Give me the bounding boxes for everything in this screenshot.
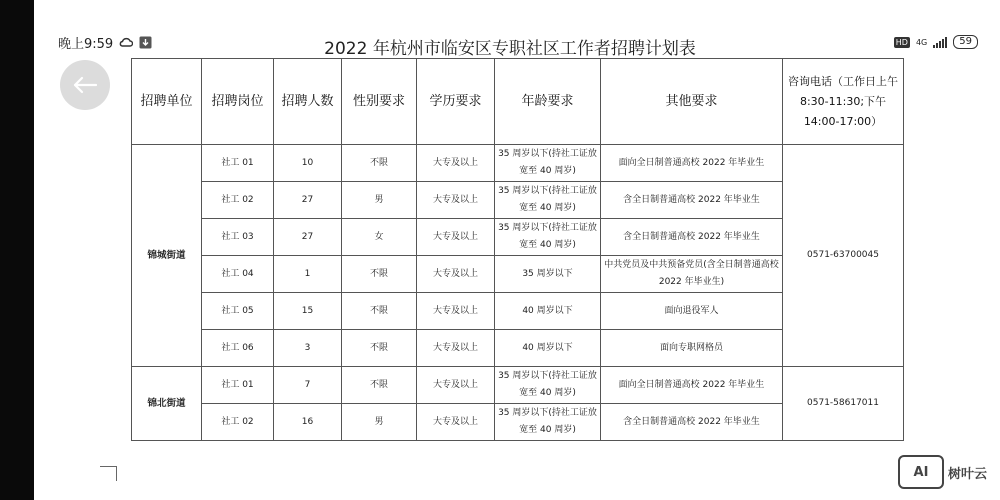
position-cell: 社工 01 <box>202 145 274 182</box>
watermark-text: 树叶云 <box>948 466 988 482</box>
watermark-logo-icon: AI <box>898 455 944 489</box>
status-time: 晚上9:59 <box>58 36 114 52</box>
age-cell: 35 周岁以下(持社工证放宽至 40 周岁) <box>495 145 601 182</box>
signal-icon <box>933 37 947 48</box>
left-edge-bar <box>0 0 34 500</box>
other-cell: 面向全日制普通高校 2022 年毕业生 <box>601 145 783 182</box>
age-cell: 35 周岁以下 <box>495 256 601 293</box>
table-row <box>132 367 904 404</box>
position-cell: 社工 06 <box>202 330 274 367</box>
gender-cell: 不限 <box>342 330 417 367</box>
education-cell: 大专及以上 <box>417 182 495 219</box>
battery-icon: 59 <box>953 35 978 49</box>
position-cell: 社工 01 <box>202 367 274 404</box>
education-cell: 大专及以上 <box>417 219 495 256</box>
document-title: 2022 年杭州市临安区专职社区工作者招聘计划表 <box>324 39 696 59</box>
status-right <box>894 35 978 49</box>
recruitment-table <box>131 58 904 441</box>
phone-cell: 0571-58617011 <box>783 367 904 441</box>
gender-cell: 女 <box>342 219 417 256</box>
arrow-left-icon <box>72 76 98 94</box>
count-cell: 1 <box>274 256 342 293</box>
other-cell: 中共党员及中共预备党员(含全日制普通高校 2022 年毕业生) <box>601 256 783 293</box>
header-gender: 性别要求 <box>342 59 417 145</box>
age-cell: 35 周岁以下(持社工证放宽至 40 周岁) <box>495 219 601 256</box>
education-cell: 大专及以上 <box>417 330 495 367</box>
age-cell: 40 周岁以下 <box>495 330 601 367</box>
gender-cell: 不限 <box>342 293 417 330</box>
header-position: 招聘岗位 <box>202 59 274 145</box>
position-cell: 社工 02 <box>202 404 274 441</box>
header-other: 其他要求 <box>601 59 783 145</box>
other-cell: 面向全日制普通高校 2022 年毕业生 <box>601 367 783 404</box>
status-left <box>58 33 152 52</box>
count-cell: 27 <box>274 182 342 219</box>
header-phone: 咨询电话（工作日上午 8:30-11:30;下午 14:00-17:00） <box>783 59 904 145</box>
unit-cell: 锦北街道 <box>132 367 202 441</box>
table-row <box>132 145 904 182</box>
header-age: 年龄要求 <box>495 59 601 145</box>
other-cell: 面向专职网格员 <box>601 330 783 367</box>
education-cell: 大专及以上 <box>417 293 495 330</box>
header-education: 学历要求 <box>417 59 495 145</box>
age-cell: 35 周岁以下(持社工证放宽至 40 周岁) <box>495 182 601 219</box>
education-cell: 大专及以上 <box>417 367 495 404</box>
phone-cell: 0571-63700045 <box>783 145 904 367</box>
position-cell: 社工 05 <box>202 293 274 330</box>
header-unit: 招聘单位 <box>132 59 202 145</box>
count-cell: 16 <box>274 404 342 441</box>
count-cell: 3 <box>274 330 342 367</box>
count-cell: 7 <box>274 367 342 404</box>
other-cell: 含全日制普通高校 2022 年毕业生 <box>601 404 783 441</box>
unit-cell: 锦城街道 <box>132 145 202 367</box>
position-cell: 社工 04 <box>202 256 274 293</box>
position-cell: 社工 03 <box>202 219 274 256</box>
education-cell: 大专及以上 <box>417 256 495 293</box>
header-count: 招聘人数 <box>274 59 342 145</box>
other-cell: 含全日制普通高校 2022 年毕业生 <box>601 182 783 219</box>
gender-cell: 不限 <box>342 145 417 182</box>
gender-cell: 不限 <box>342 367 417 404</box>
age-cell: 40 周岁以下 <box>495 293 601 330</box>
count-cell: 15 <box>274 293 342 330</box>
crop-icon[interactable] <box>100 466 117 481</box>
age-cell: 35 周岁以下(持社工证放宽至 40 周岁) <box>495 367 601 404</box>
education-cell: 大专及以上 <box>417 145 495 182</box>
count-cell: 10 <box>274 145 342 182</box>
network-type: 4G <box>915 37 928 47</box>
hd-icon: HD <box>895 37 908 47</box>
gender-cell: 男 <box>342 404 417 441</box>
back-button[interactable] <box>60 60 110 110</box>
download-icon <box>139 36 152 49</box>
other-cell: 面向退役军人 <box>601 293 783 330</box>
gender-cell: 男 <box>342 182 417 219</box>
cloud-icon <box>119 36 133 48</box>
other-cell: 含全日制普通高校 2022 年毕业生 <box>601 219 783 256</box>
table-header-row <box>132 59 904 145</box>
gender-cell: 不限 <box>342 256 417 293</box>
education-cell: 大专及以上 <box>417 404 495 441</box>
position-cell: 社工 02 <box>202 182 274 219</box>
age-cell: 35 周岁以下(持社工证放宽至 40 周岁) <box>495 404 601 441</box>
watermark <box>898 455 987 489</box>
count-cell: 27 <box>274 219 342 256</box>
